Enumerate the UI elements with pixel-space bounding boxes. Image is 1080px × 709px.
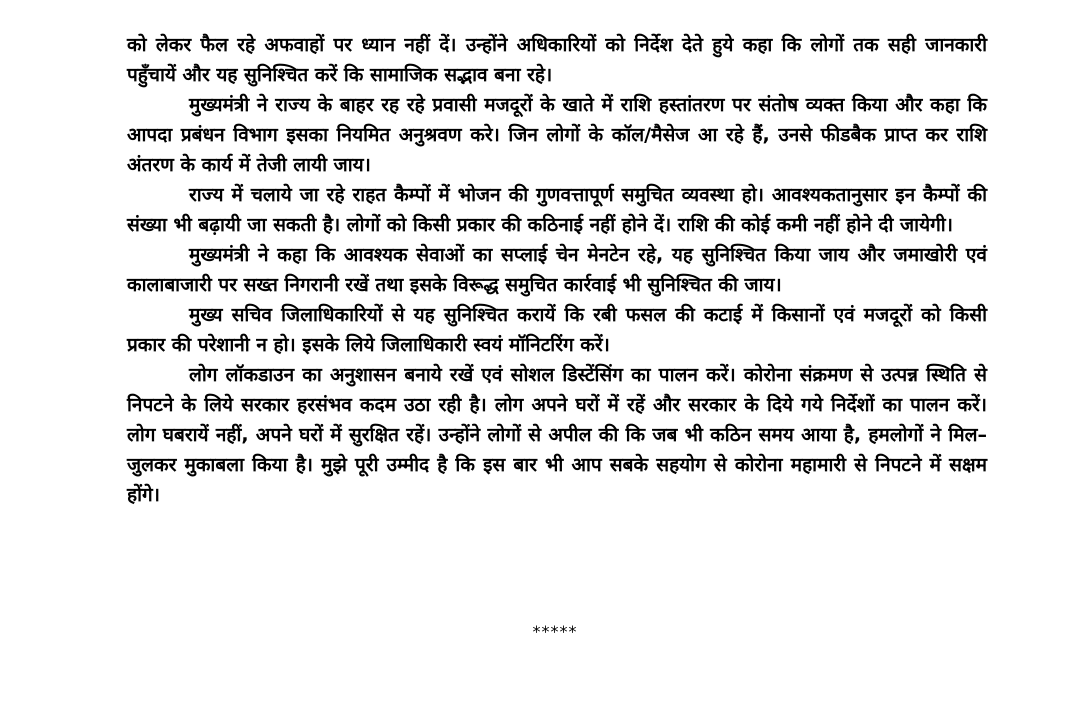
end-of-document-marker: ***** [532, 622, 578, 641]
paragraph-relief-camps: राज्य में चलाये जा रहे राहत कैम्पों में भोजन की गुणवत्तापूर्ण समुचित व्यवस्था हो। आवश्यकतानुसार इन कैम्पों की संख्या भी बढ़ायी जा सकती है। लोगों को किसी प्रकार की कठिनाई नहीं होने दें। राशि की कोई कमी नहीं होने दी जायेगी। [127, 184, 987, 236]
paragraph-rabi-harvest: मुख्य सचिव जिलाधिकारियों से यह सुनिश्चित करायें कि रबी फसल की कटाई में किसानों एवं मजदूरों को किसी प्रकार की परेशानी न हो। इसके लिये जिलाधिकारी स्वयं मॉनिटरिंग करें। [127, 304, 987, 356]
paragraph-supply-chain: मुख्यमंत्री ने कहा कि आवश्यक सेवाओं का सप्लाई चेन मेनटेन रहे, यह सुनिश्चित किया जाय और जमाखोरी एवं कालाबाजारी पर सख्त निगरानी रखें तथा इसके विरूद्ध समुचित कार्रवाई भी सुनिश्चित की जाय। [127, 244, 987, 296]
paragraph-continuation: को लेकर फैल रहे अफवाहों पर ध्यान नहीं दें। उन्होंने अधिकारियों को निर्देश देते हुये कहा कि लोगों तक सही जानकारी पहुँचायें और यह सुनिश्चित करें कि सामाजिक सद्भाव बना रहे। [127, 34, 987, 86]
document-body [127, 30, 987, 510]
paragraph-lockdown: लोग लॉकडाउन का अनुशासन बनाये रखें एवं सोशल डिस्टेंसिंग का पालन करें। कोरोना संक्रमण से उत्पन्न स्थिति से निपटने के लिये सरकार हरसंभव कदम उठा रही है। लोग अपने घरों में रहें और सरकार के दिये गये निर्देशों का पालन करें। लोग घबरायें नहीं, अपने घरों में सुरक्षित रहें। उन्होंने लोगों से अपील की कि जब भी कठिन समय आया है, हमलोगों ने मिल–जुलकर मुकाबला किया है। मुझे पूरी उम्मीद है कि इस बार भी आप सबके सहयोग से कोरोना महामारी से निपटने में सक्षम होंगे। [127, 364, 987, 506]
paragraph-migrant-transfer: मुख्यमंत्री ने राज्य के बाहर रह रहे प्रवासी मजदूरों के खाते में राशि हस्तांतरण पर संतोष व्यक्त किया और कहा कि आपदा प्रबंधन विभाग इसका नियमित अनुश्रवण करे। जिन लोगों के कॉल/मैसेज आ रहे हैं, उनसे फीडबैक प्राप्त कर राशि अंतरण के कार्य में तेजी लायी जाय। [127, 94, 987, 176]
